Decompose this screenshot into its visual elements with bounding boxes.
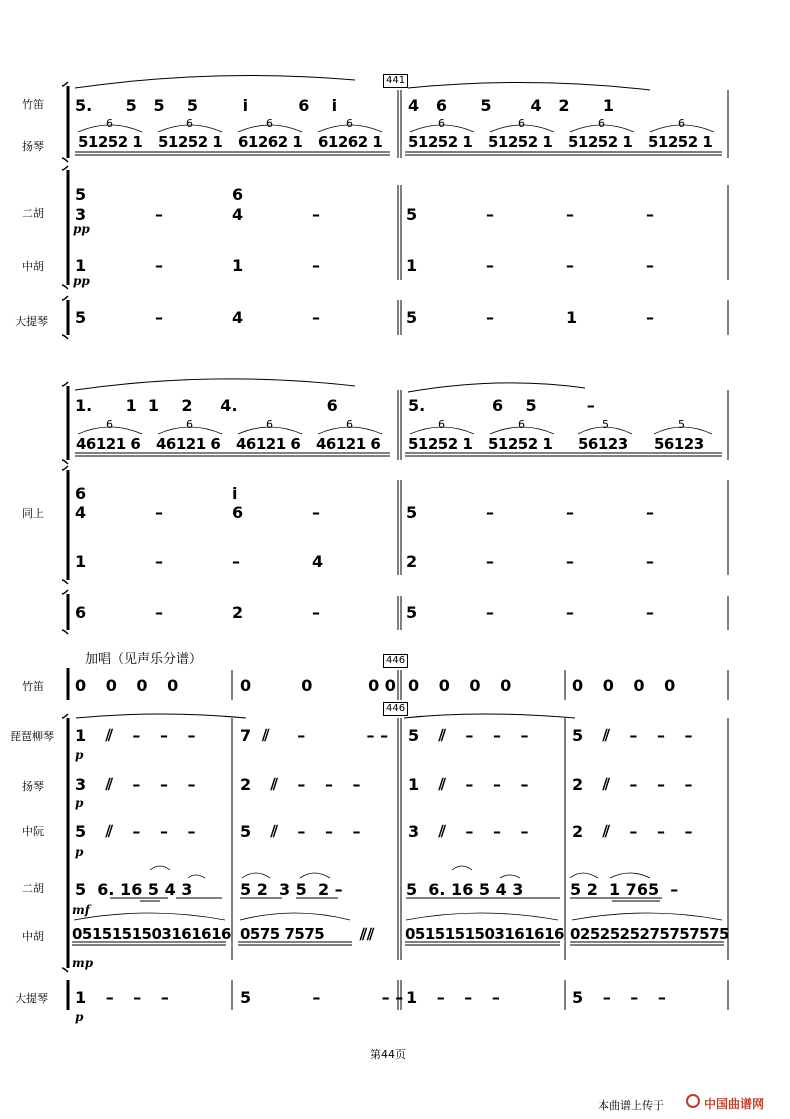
tuplet-number: 6: [598, 117, 605, 130]
label-erhu: 二胡: [22, 207, 44, 220]
dizi-rests: 0 0 0 0: [75, 676, 179, 695]
datiqin-note: 6: [75, 603, 87, 622]
rest-dash: –: [646, 503, 654, 522]
zhonghu-measure: 0515151503161616: [405, 925, 564, 943]
rest-dash: –: [566, 603, 574, 622]
zhonghu-measure: 0252525275757575: [570, 925, 729, 943]
dynamic-pp: pp: [73, 222, 90, 236]
tuplet-number: 6: [438, 117, 445, 130]
erhu-measure: 5 6. 16 5 4 3: [75, 880, 193, 899]
datiqin-note: 1: [566, 308, 578, 327]
tuplet-number: 6: [518, 418, 525, 431]
yangqin-group: 51252 1: [488, 435, 553, 453]
label-pipa-liuqin: 琵琶柳琴: [10, 730, 54, 743]
erhu-note: 5: [75, 185, 87, 204]
tuplet-number: 6: [266, 418, 273, 431]
datiqin-note: 2: [232, 603, 244, 622]
erhu-note: 6: [232, 503, 244, 522]
yangqin-group: 61262 1: [238, 133, 303, 151]
label-zhongruan: 中阮: [22, 825, 44, 838]
rest-dash: –: [155, 552, 163, 571]
pipa-measure: 5 ⫽ – – –: [408, 726, 529, 745]
erhu-note: 6: [232, 185, 244, 204]
rest-dash: –: [646, 256, 654, 275]
rest-dash: –: [566, 503, 574, 522]
label-zhonghu-3: 中胡: [22, 930, 44, 943]
datiqin-measure: 5 – – –: [240, 988, 404, 1007]
rest-dash: –: [486, 308, 494, 327]
tuplet-number: 6: [346, 418, 353, 431]
dynamic-p: p: [75, 1010, 84, 1024]
label-erhu-3: 二胡: [22, 882, 44, 895]
rest-dash: –: [312, 205, 320, 224]
datiqin-note: 5: [406, 603, 418, 622]
rest-dash: –: [646, 205, 654, 224]
yangqin-group: 51252 1: [408, 435, 473, 453]
rest-dash: –: [646, 552, 654, 571]
zhongruan-measure: 3 ⫽ – – –: [408, 822, 529, 841]
erhu-note: 4: [75, 503, 87, 522]
page-number: 第44页: [370, 1048, 406, 1061]
rest-dash: –: [312, 308, 320, 327]
site-logo-icon: [686, 1094, 700, 1108]
zhongruan-measure: 5 ⫽ – – –: [240, 822, 361, 841]
datiqin-note: 5: [406, 308, 418, 327]
yangqin-group: 51252 1: [488, 133, 553, 151]
yangqin-group: 46121 6: [76, 435, 141, 453]
tuplet-number: 6: [106, 117, 113, 130]
zhongruan-measure: 2 ⫽ – – –: [572, 822, 693, 841]
dizi-rests: 0 0 0 0: [240, 676, 396, 695]
yangqin-group: 46121 6: [316, 435, 381, 453]
label-dizi-3: 竹笛: [22, 680, 44, 693]
yangqin-group: 46121 6: [236, 435, 301, 453]
erhu-note: 6: [75, 484, 87, 503]
tuplet-number: 6: [186, 418, 193, 431]
dynamic-mf: mf: [72, 903, 90, 917]
tuplet-number: 6: [266, 117, 273, 130]
pipa-measure: 5 ⫽ – – –: [572, 726, 693, 745]
rest-dash: –: [646, 603, 654, 622]
vocal-annotation: 加唱（见声乐分谱）: [85, 652, 203, 667]
erhu-note: 3: [75, 205, 87, 224]
erhu-note: 4: [232, 205, 244, 224]
yangqin-group: 61262 1: [318, 133, 383, 151]
zhonghu-measure: 0575 7575: [240, 925, 325, 943]
tuplet-number: 5: [602, 418, 609, 431]
dizi-measure: 5. 5 5 5 i 6 i: [75, 96, 338, 115]
yangqin-group: 56123: [578, 435, 628, 453]
label-zhonghu: 中胡: [22, 260, 44, 273]
yangqin-group: 56123: [654, 435, 704, 453]
label-yangqin: 扬琴: [22, 140, 44, 153]
tuplet-number: 6: [186, 117, 193, 130]
zhongruan-measure: 5 ⫽ – – –: [75, 822, 196, 841]
tuplet-number: 6: [518, 117, 525, 130]
zhonghu-note: 2: [406, 552, 418, 571]
zhonghu-note: 1: [75, 256, 87, 275]
rest-dash: –: [312, 603, 320, 622]
rest-dash: –: [312, 256, 320, 275]
label-same-as-above: 同上: [22, 507, 44, 520]
yangqin-measure: 2 ⫽ – – –: [240, 775, 361, 794]
rehearsal-mark: 446: [383, 702, 408, 716]
rest-dash: –: [566, 256, 574, 275]
dizi-measure: 4 6 5 4 2 1: [408, 96, 615, 115]
datiqin-measure: 1 – – –: [406, 988, 500, 1007]
dizi-measure: 5. 6 5 –: [408, 396, 595, 415]
label-datiqin: 大提琴: [15, 315, 48, 328]
dynamic-p: p: [75, 748, 84, 762]
rest-dash: –: [232, 552, 240, 571]
label-yangqin-3: 扬琴: [22, 780, 44, 793]
dynamic-p: p: [75, 796, 84, 810]
rest-dash: –: [486, 205, 494, 224]
label-datiqin-3: 大提琴: [15, 992, 48, 1005]
yangqin-group: 51252 1: [408, 133, 473, 151]
yangqin-group: 46121 6: [156, 435, 221, 453]
dizi-measure: 1. 1 1 2 4. 6: [75, 396, 338, 415]
rest-dash: –: [486, 552, 494, 571]
rest-dash: –: [155, 256, 163, 275]
yangqin-group: 51252 1: [648, 133, 713, 151]
yangqin-group: 51252 1: [568, 133, 633, 151]
yangqin-group: 51252 1: [78, 133, 143, 151]
erhu-note: i: [232, 484, 238, 503]
datiqin-measure: 5 – – –: [572, 988, 666, 1007]
rest-dash: –: [155, 308, 163, 327]
rest-dash: –: [155, 603, 163, 622]
zhonghu-note: 1: [75, 552, 87, 571]
yangqin-measure: 3 ⫽ – – –: [75, 775, 196, 794]
datiqin-note: 4: [232, 308, 244, 327]
rehearsal-mark: 446: [383, 654, 408, 668]
rest-dash: –: [486, 503, 494, 522]
rest-dash: –: [486, 603, 494, 622]
yangqin-measure: 2 ⫽ – – –: [572, 775, 693, 794]
tuplet-number: 6: [106, 418, 113, 431]
rest-dash: –: [155, 205, 163, 224]
rest-dash: –: [566, 552, 574, 571]
tuplet-number: 6: [678, 117, 685, 130]
site-name[interactable]: 中国曲谱网: [704, 1097, 765, 1111]
upload-text: 本曲谱上传于: [598, 1099, 664, 1112]
dizi-rests: 0 0 0 0: [572, 676, 676, 695]
label-dizi: 竹笛: [22, 98, 44, 111]
zhonghu-measure: 0515151503161616: [72, 925, 231, 943]
tuplet-number: 6: [438, 418, 445, 431]
rest-dash: –: [155, 503, 163, 522]
zhonghu-note: 1: [406, 256, 418, 275]
pipa-measure: 1 ⫽ – – –: [75, 726, 196, 745]
rest-dash: –: [312, 503, 320, 522]
erhu-measure: 5 6. 16 5 4 3: [406, 880, 524, 899]
dynamic-mp: mp: [72, 956, 94, 970]
erhu-measure: 5 2 3 5 2 –: [240, 880, 343, 899]
zhonghu-note: 4: [312, 552, 324, 571]
rest-dash: –: [646, 308, 654, 327]
rest-dash: –: [486, 256, 494, 275]
yangqin-measure: 1 ⫽ – – –: [408, 775, 529, 794]
tuplet-number: 5: [678, 418, 685, 431]
datiqin-note: 5: [75, 308, 87, 327]
rehearsal-mark: 441: [383, 74, 408, 88]
repeat-slashes: ⫽⫽: [360, 925, 375, 944]
datiqin-measure: 1 – – –: [75, 988, 169, 1007]
yangqin-group: 51252 1: [158, 133, 223, 151]
erhu-note: 5: [406, 205, 418, 224]
zhonghu-note: 1: [232, 256, 244, 275]
erhu-note: 5: [406, 503, 418, 522]
erhu-measure: 5 2 1 765 –: [570, 880, 679, 899]
rest-dash: –: [566, 205, 574, 224]
tuplet-number: 6: [346, 117, 353, 130]
dynamic-pp: pp: [73, 274, 90, 288]
pipa-measure: 7 ⫽ – – –: [240, 726, 389, 745]
dynamic-p: p: [75, 845, 84, 859]
dizi-rests: 0 0 0 0: [408, 676, 512, 695]
